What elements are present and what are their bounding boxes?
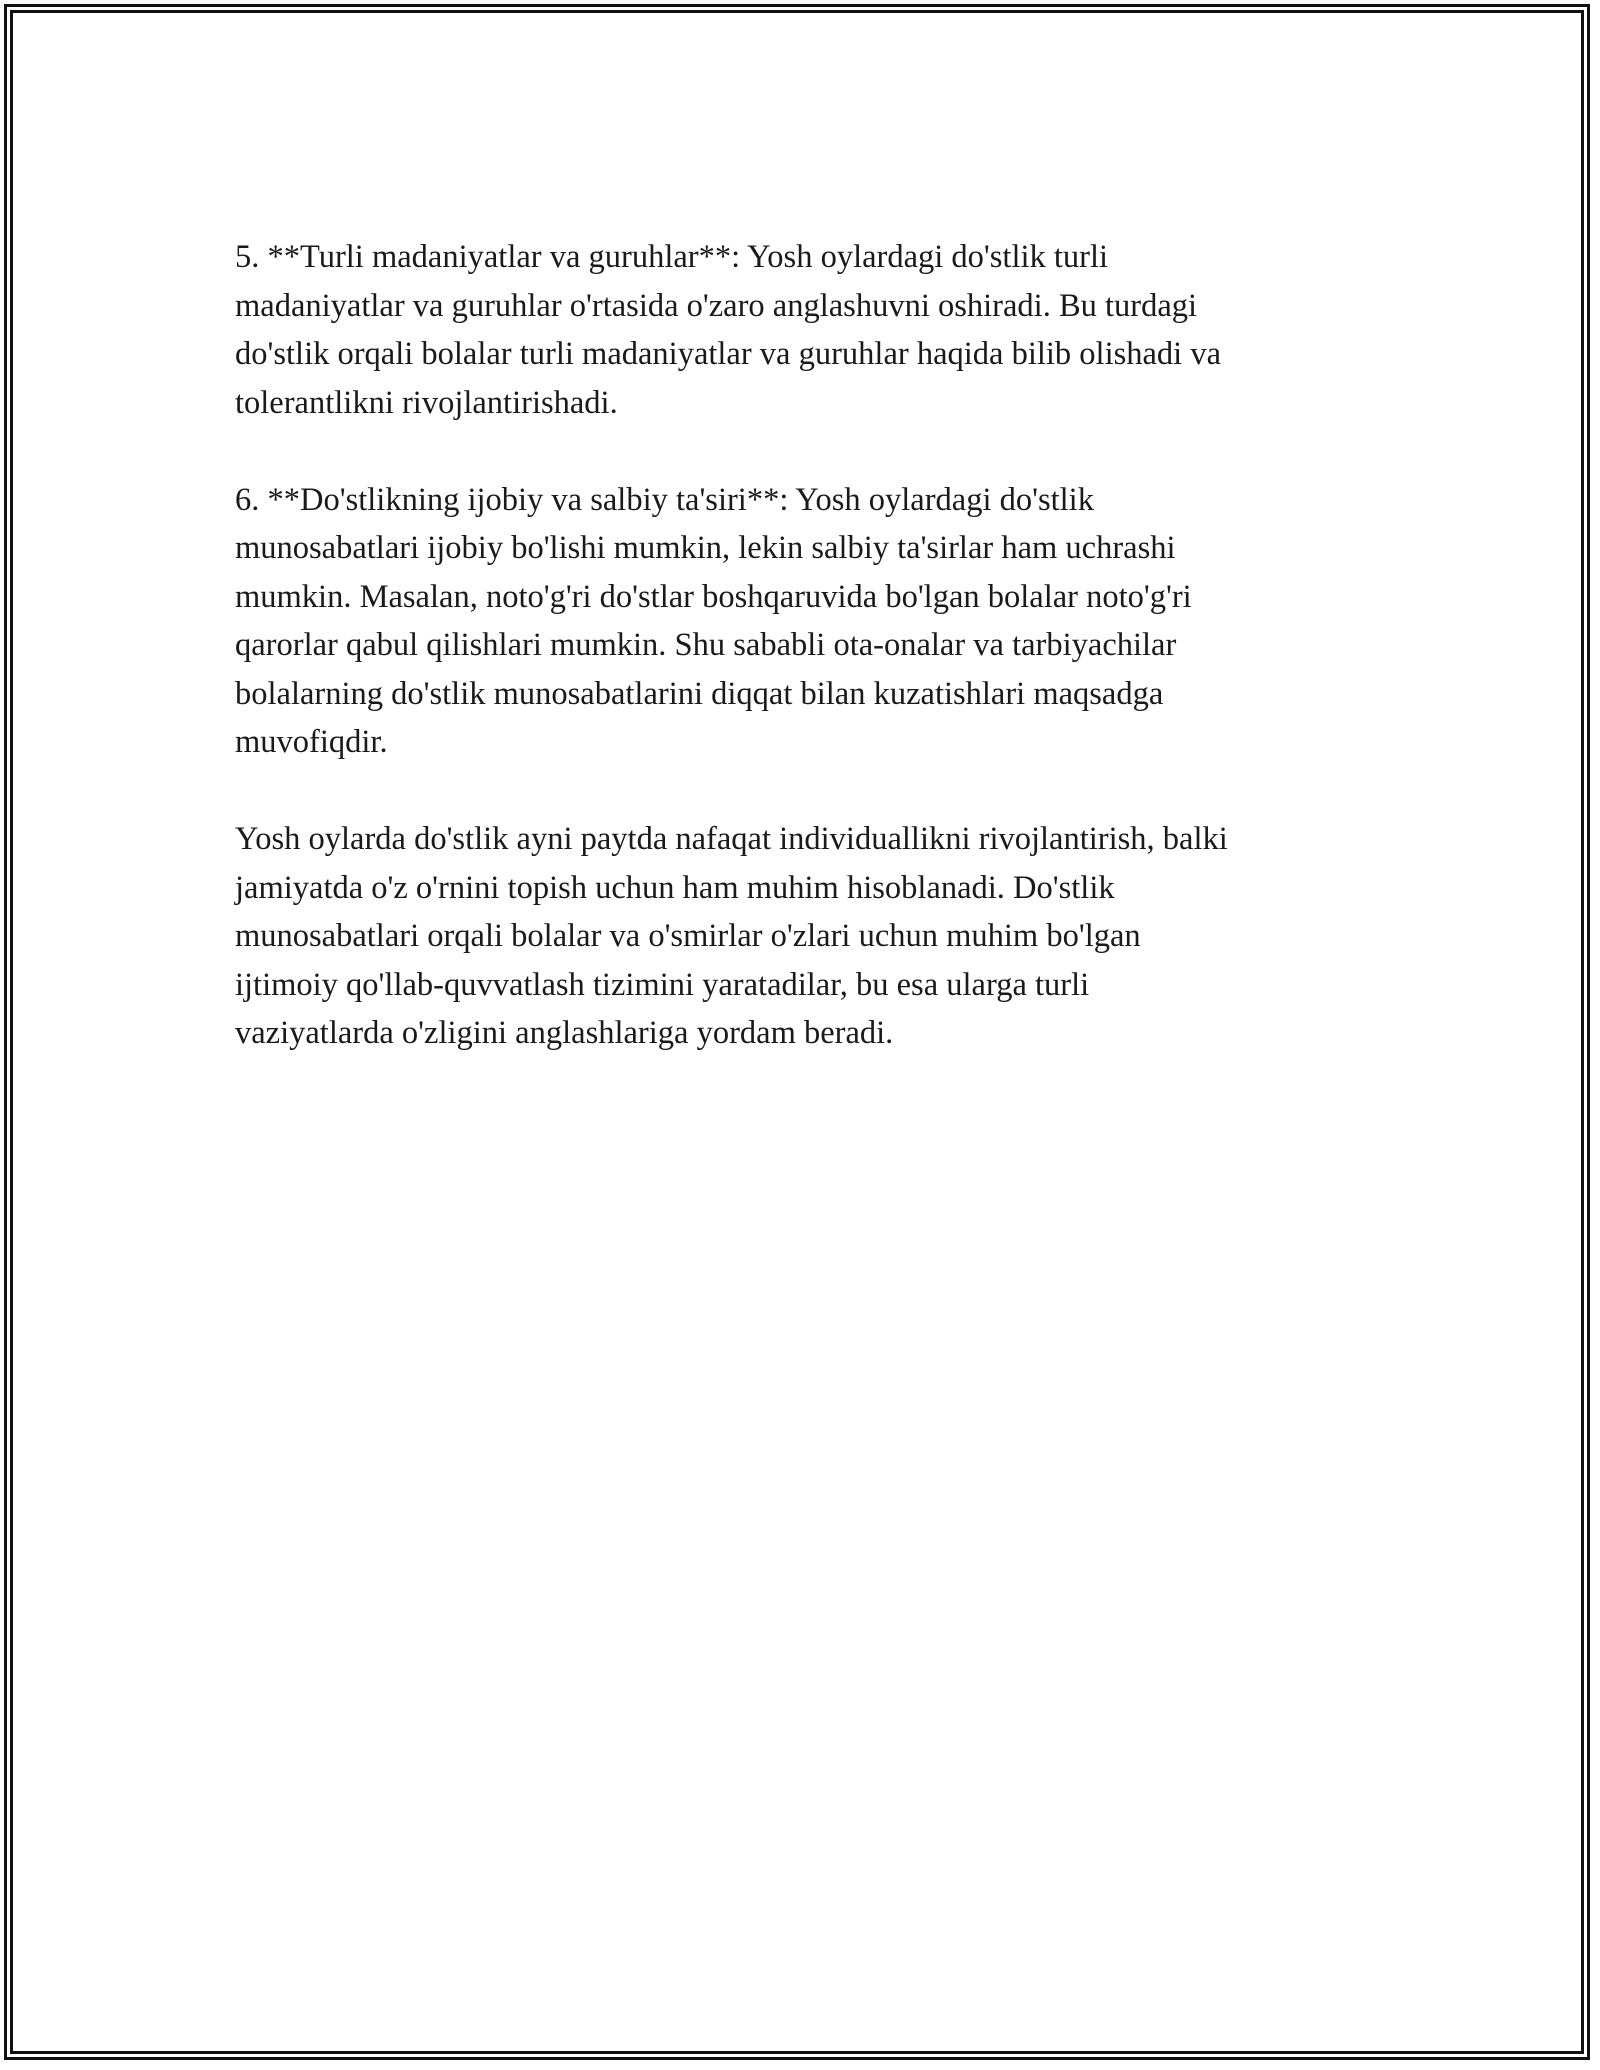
text-line: muvofiqdir. xyxy=(235,724,388,760)
paragraph-conclusion xyxy=(235,815,1375,1058)
text-line: tolerantlikni rivojlantirishadi. xyxy=(235,384,618,421)
text-line: vaziyatlarda o'zligini anglashlariga yordam beradi. xyxy=(235,1015,894,1051)
text-line: jamiyatda o'z o'rnini topish uchun ham muhim hisoblanadi. Do'stlik xyxy=(235,869,1115,906)
text-line: mumkin. Masalan, noto'g'ri do'stlar boshqaruvida bo'lgan bolalar noto'g'ri xyxy=(235,578,1192,615)
text-line: 5. **Turli madaniyatlar va guruhlar**: Yosh oylardagi do'stlik turli xyxy=(235,239,1109,275)
paragraph-friendship-cultures xyxy=(235,233,1375,427)
text-line: munosabatlari orqali bolalar va o'smirlar o'zlari uchun muhim bo'lgan xyxy=(235,918,1141,954)
document-body xyxy=(235,233,1375,1106)
text-line: madaniyatlar va guruhlar o'rtasida o'zaro anglashuvni oshiradi. Bu turdagi xyxy=(235,287,1198,324)
paragraph-friendship-effects xyxy=(235,476,1375,767)
text-line: Yosh oylarda do'stlik ayni paytda nafaqat individuallikni rivojlantirish, balki xyxy=(235,821,1228,857)
text-line: ijtimoiy qo'llab-quvvatlash tizimini yaratadilar, bu esa ularga turli xyxy=(235,966,1090,1003)
text-line: 6. **Do'stlikning ijobiy va salbiy ta'siri**: Yosh oylardagi do'stlik xyxy=(235,481,1094,518)
text-line: do'stlik orqali bolalar turli madaniyatlar va guruhlar haqida bilib olishadi va xyxy=(235,336,1222,372)
text-line: munosabatlari ijobiy bo'lishi mumkin, lekin salbiy ta'sirlar ham uchrashi xyxy=(235,530,1176,566)
text-line: bolalarning do'stlik munosabatlarini diqqat bilan kuzatishlari maqsadga xyxy=(235,675,1164,712)
text-line: qarorlar qabul qilishlari mumkin. Shu sababli ota-onalar va tarbiyachilar xyxy=(235,627,1177,663)
